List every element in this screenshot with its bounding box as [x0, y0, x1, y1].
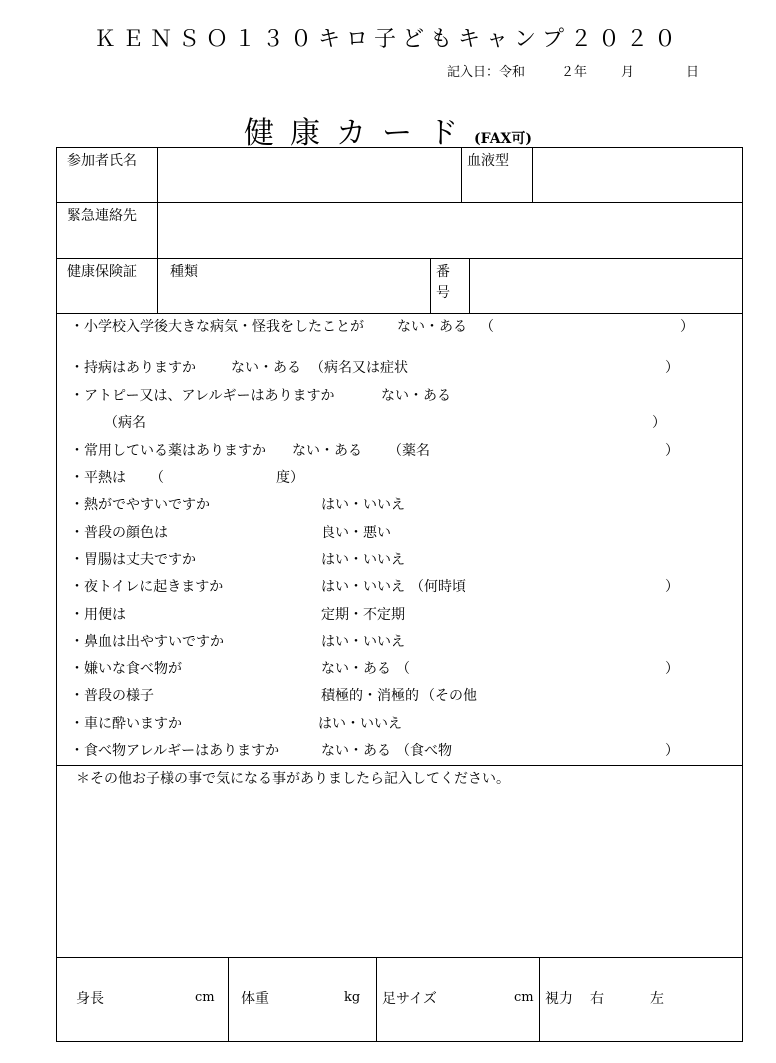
divider — [532, 147, 533, 202]
question-q: ・常用している薬はありますか — [70, 443, 266, 459]
question-q: ・普段の顔色は — [70, 525, 168, 541]
vision-label: 視力 — [545, 991, 573, 1007]
date-month: 月 — [621, 65, 635, 80]
question-answer: 定期・不定期 — [321, 607, 405, 623]
card-title-text: 健康カード — [243, 116, 474, 151]
question-q: ・小学校入学後大きな病気・怪我をしたことが — [70, 319, 364, 335]
question-answer: はい・いいえ — [321, 497, 405, 513]
question-answer: はい・いいえ — [321, 634, 405, 650]
question-answer: はい・いいえ — [321, 579, 405, 595]
question-q: ・車に酔いますか — [70, 716, 182, 732]
question-q: ・熱がでやすいですか — [70, 497, 210, 513]
divider — [430, 258, 431, 313]
weight-label: 体重 — [241, 991, 269, 1007]
question-paren: （何時頃 — [410, 579, 466, 595]
insurance-label: 健康保険証 — [67, 264, 137, 280]
question-paren: （病名又は症状 — [310, 360, 408, 376]
insurance-type-label: 種類 — [170, 264, 198, 280]
divider — [56, 957, 743, 958]
question-answer: 積極的・消極的 — [321, 688, 419, 704]
question-paren: （ — [150, 470, 164, 486]
foot-size-unit: cm — [514, 990, 534, 1005]
question-paren: （ — [396, 661, 410, 677]
card-title — [0, 108, 776, 152]
question-answer: ない・ある — [321, 661, 391, 677]
question-answer: ない・ある — [397, 319, 467, 335]
height-label: 身長 — [76, 991, 104, 1007]
question-q: ・鼻血は出やすいですか — [70, 634, 224, 650]
question-q: ・平熱は — [70, 470, 126, 486]
question-answer: はい・いいえ — [318, 716, 402, 732]
number-label-1: 番 — [436, 264, 450, 280]
question-q: ・持病はありますか — [70, 360, 196, 376]
question-paren: （ — [480, 319, 494, 335]
notes-prompt: ＊その他お子様の事で気になる事がありましたら記入してください。 — [76, 771, 510, 787]
emergency-contact-label: 緊急連絡先 — [67, 208, 137, 224]
question-paren-close: ） — [652, 415, 666, 431]
question-paren: （病名 — [104, 415, 146, 431]
question-paren-close: 度） — [276, 470, 304, 486]
question-paren-close: ） — [665, 743, 679, 759]
question-paren-close: ） — [665, 579, 679, 595]
foot-size-label: 足サイズ — [382, 991, 437, 1007]
date-label: 記入日：令和 — [447, 65, 526, 80]
question-answer: 良い・悪い — [321, 525, 391, 541]
divider — [539, 957, 540, 1042]
question-answer: ない・ある — [292, 443, 362, 459]
event-title: ＫＥＮＳＯ１３０キロ子どもキャンプ２０２０ — [93, 27, 682, 52]
divider — [228, 957, 229, 1042]
question-q: ・用便は — [70, 607, 126, 623]
number-label-2: 号 — [436, 285, 450, 301]
height-unit: cm — [195, 990, 215, 1005]
vision-left-label: 左 — [650, 991, 664, 1007]
divider — [56, 202, 743, 203]
question-q: ・アトピー又は、アレルギーはありますか — [70, 388, 335, 404]
question-paren: （薬名 — [388, 443, 430, 459]
date-year: ２年 — [561, 65, 588, 80]
question-q: ・胃腸は丈夫ですか — [70, 552, 196, 568]
divider — [469, 258, 470, 313]
question-paren: （食べ物 — [396, 743, 452, 759]
question-paren-close: ） — [665, 661, 679, 677]
fax-note: (FAX可) — [473, 131, 533, 147]
divider — [157, 258, 158, 313]
question-paren-close: ） — [680, 319, 694, 335]
question-q: ・普段の様子 — [70, 688, 154, 704]
participant-name-label: 参加者氏名 — [67, 153, 137, 169]
vision-right-label: 右 — [590, 991, 604, 1007]
question-paren-close: ） — [665, 443, 679, 459]
divider — [157, 202, 158, 258]
question-q: ・夜トイレに起きますか — [70, 579, 224, 595]
question-paren: （その他 — [421, 688, 477, 704]
question-q: ・嫌いな食べ物が — [70, 661, 182, 677]
question-answer: はい・いいえ — [321, 552, 405, 568]
divider — [376, 957, 377, 1042]
question-paren-close: ） — [665, 360, 679, 376]
divider — [461, 147, 462, 202]
divider — [56, 765, 743, 766]
question-q: ・食べ物アレルギーはありますか — [70, 743, 280, 759]
question-answer: ない・ある — [381, 388, 451, 404]
blood-type-label: 血液型 — [467, 153, 509, 169]
weight-unit: kg — [344, 990, 361, 1005]
date-day: 日 — [686, 65, 700, 80]
divider — [157, 147, 158, 202]
question-answer: ない・ある — [231, 360, 301, 376]
divider — [56, 313, 743, 314]
question-answer: ない・ある — [321, 743, 391, 759]
divider — [56, 258, 743, 259]
